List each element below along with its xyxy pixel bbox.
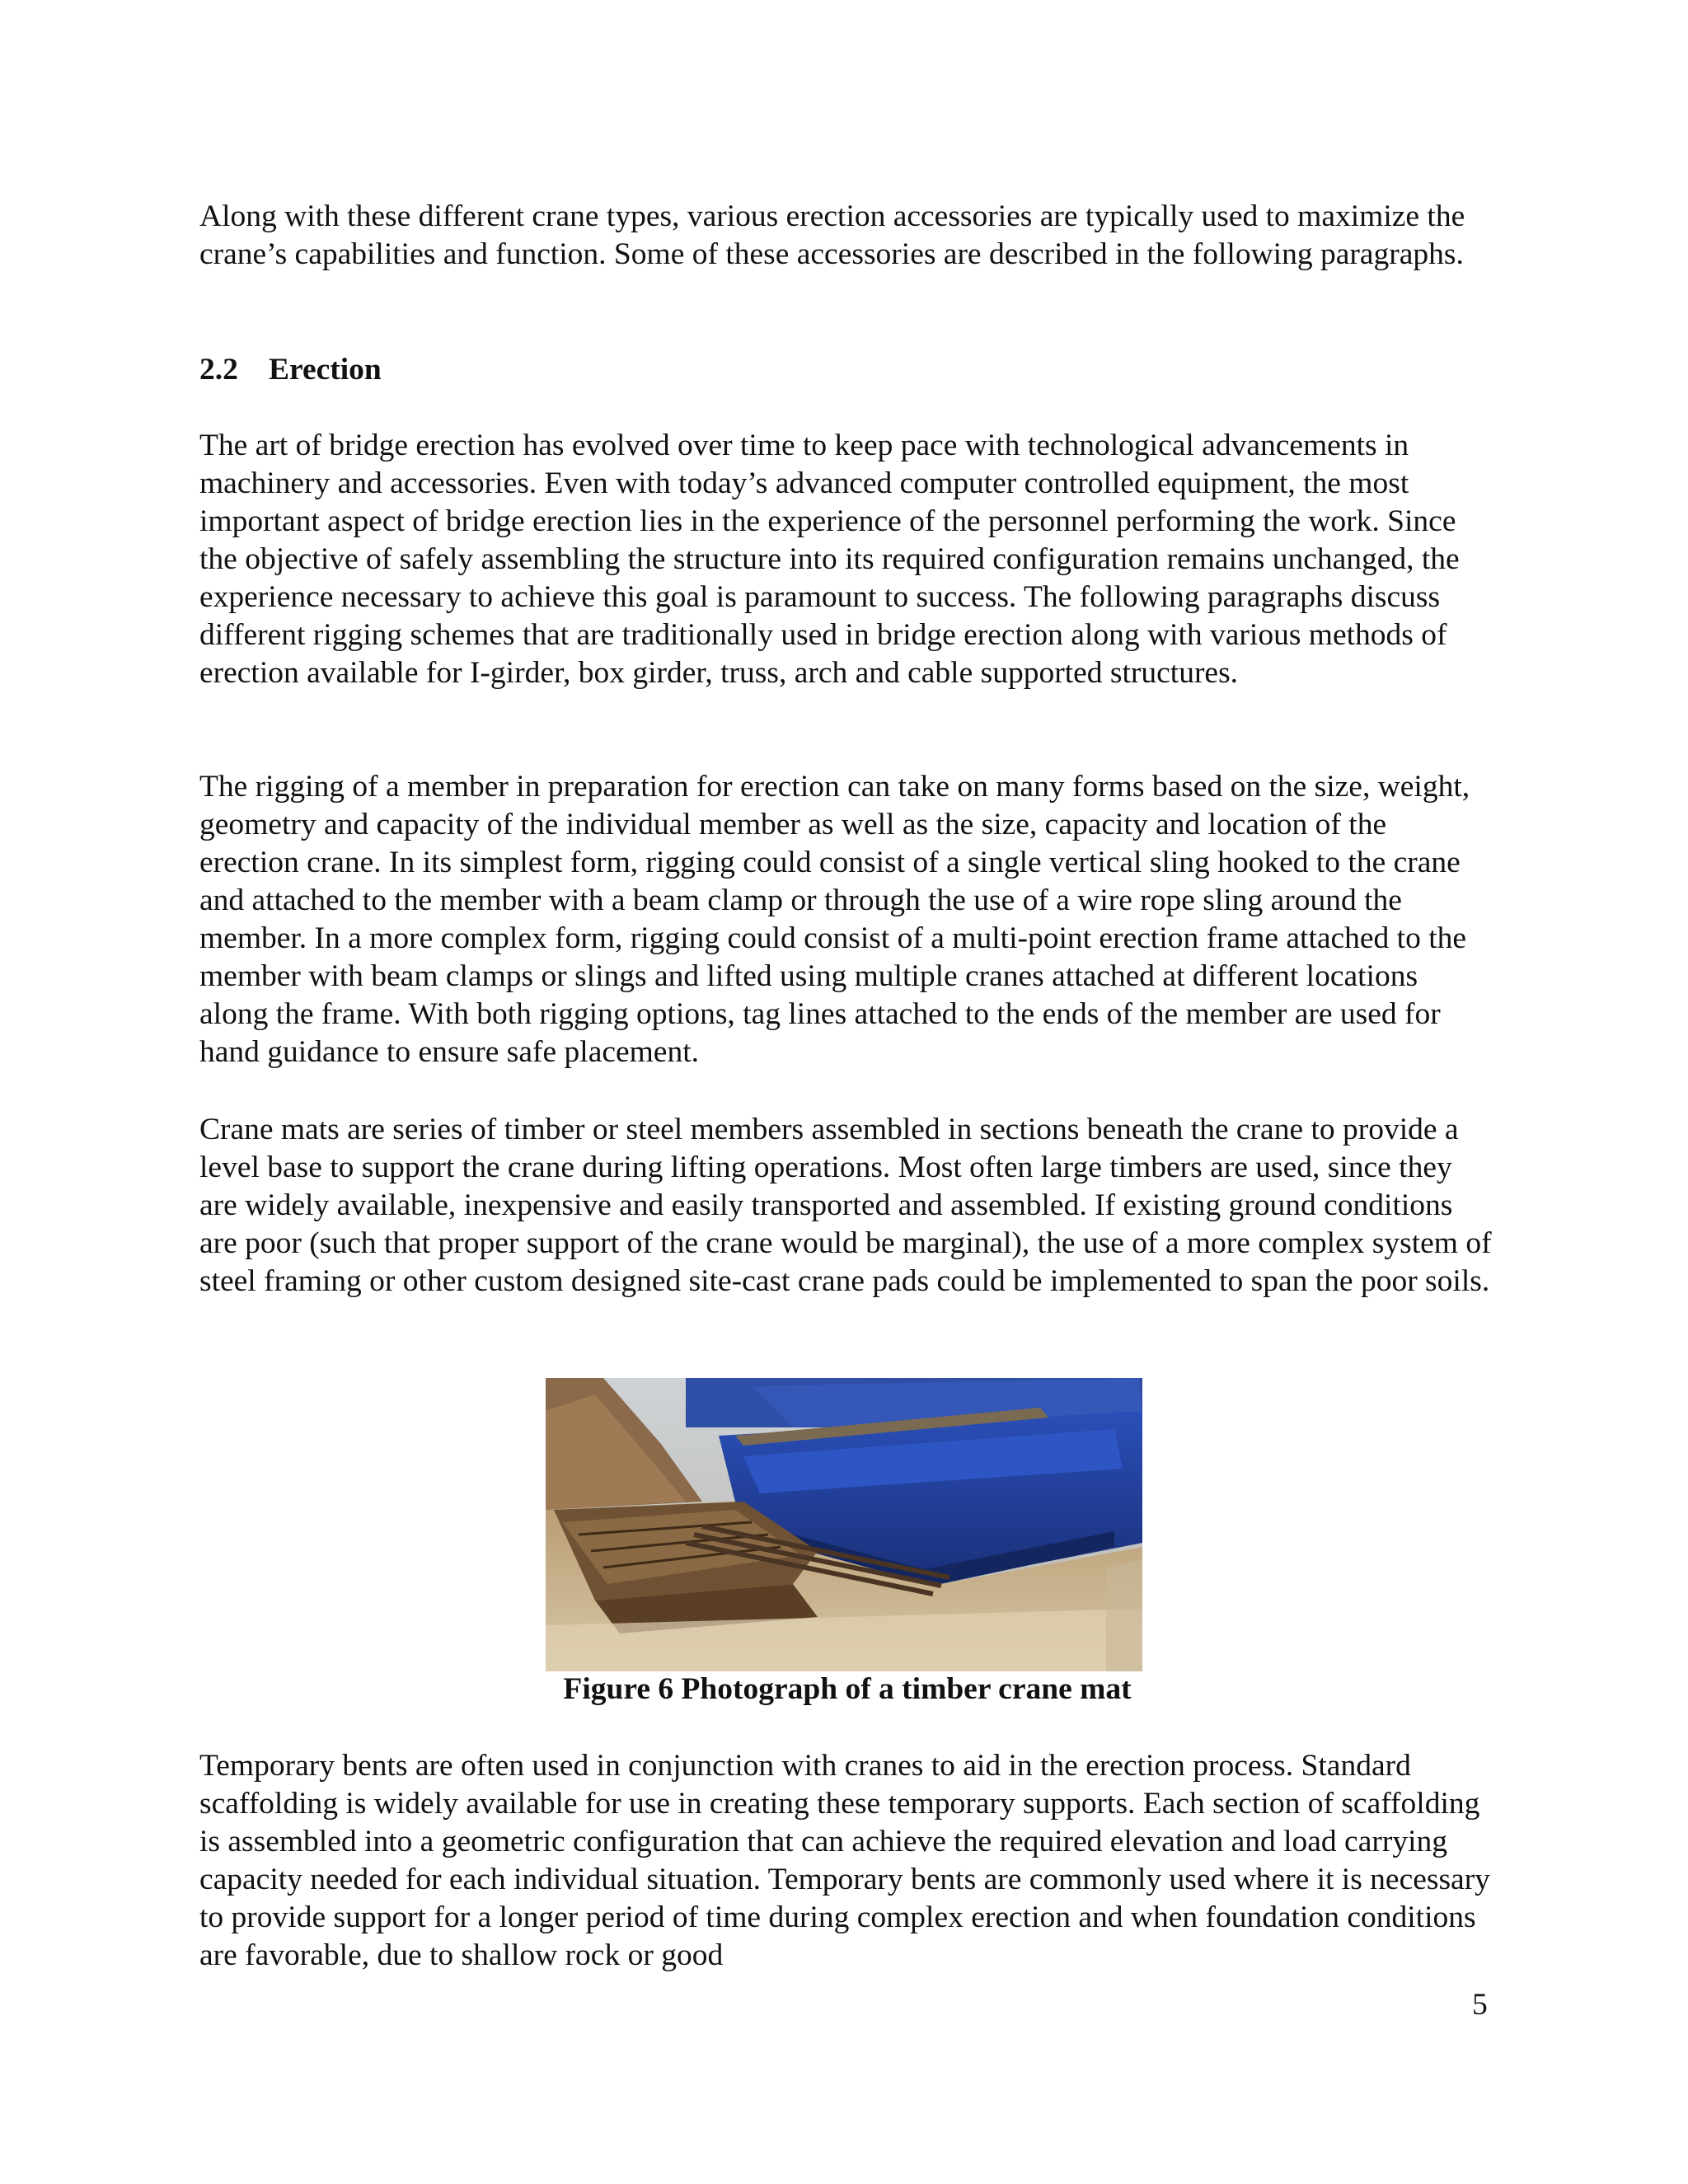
paragraph-erection: The art of bridge erection has evolved over time to keep pace with technological advancements in machinery and accessories. Even with today’s advanced computer controlled equipment, the most important aspect of bridge erection lies in the experience of the personnel performing the work. Since the objective of safely assembling the structure into its required configuration remains unchanged, the experience necessary to achieve this goal is paramount to success. The following paragraphs discuss different rigging schemes that are traditionally used in bridge erection along with various methods of erection available for I-girder, box girder, truss, arch and cable supported structures. [199,429,1460,690]
page-number: 5 [1472,1988,1488,2022]
crane-mat-photo [546,1378,1142,1671]
paragraph-rigging: The rigging of a member in preparation for erection can take on many forms based on the size, weight, geometry and capacity of the individual member as well as the size, capacity and location of the erection crane. In its simplest form, rigging could consist of a single vertical sling hooked to the crane and attached to the member with a beam clamp or through the use of a wire rope sling around the member. In a more complex form, rigging could consist of a multi-point erection frame attached to the member with beam clamps or slings and lifted using multiple cranes attached at different locations along the frame. With both rigging options, tag lines attached to the ends of the member are used for hand guidance to ensure safe placement. [199,770,1470,1069]
paragraph-intro: Along with these different crane types, various erection accessories are typically used to maximize the crane’s capabilities and function. Some of these accessories are described in the following paragraphs. [199,199,1465,271]
section-number: 2.2 [199,353,238,387]
section-heading [199,351,382,389]
section-title: Erection [269,353,382,387]
paragraph-temporary-bents: Temporary bents are often used in conjunction with cranes to aid in the erection process. Standard scaffolding is widely available for use in creating these temporary supports. Each section of scaffolding is assembled into a geometric configuration that can achieve the required elevation and load carrying capacity needed for each individual situation. Temporary bents are commonly used where it is necessary to provide support for a longer period of time during complex erection and when foundation conditions are favorable, due to shallow rock or good [199,1749,1490,1972]
figure-caption: Figure 6 Photograph of a timber crane mat [563,1672,1132,1706]
paragraph-crane-mats: Crane mats are series of timber or steel members assembled in sections beneath the crane to provide a level base to support the crane during lifting operations. Most often large timbers are used, since they are widely available, inexpensive and easily transported and assembled. If existing ground conditions are poor (such that proper support of the crane would be marginal), the use of a more complex system of steel framing or other custom designed site-cast crane pads could be implemented to span the poor soils. [199,1113,1492,1298]
